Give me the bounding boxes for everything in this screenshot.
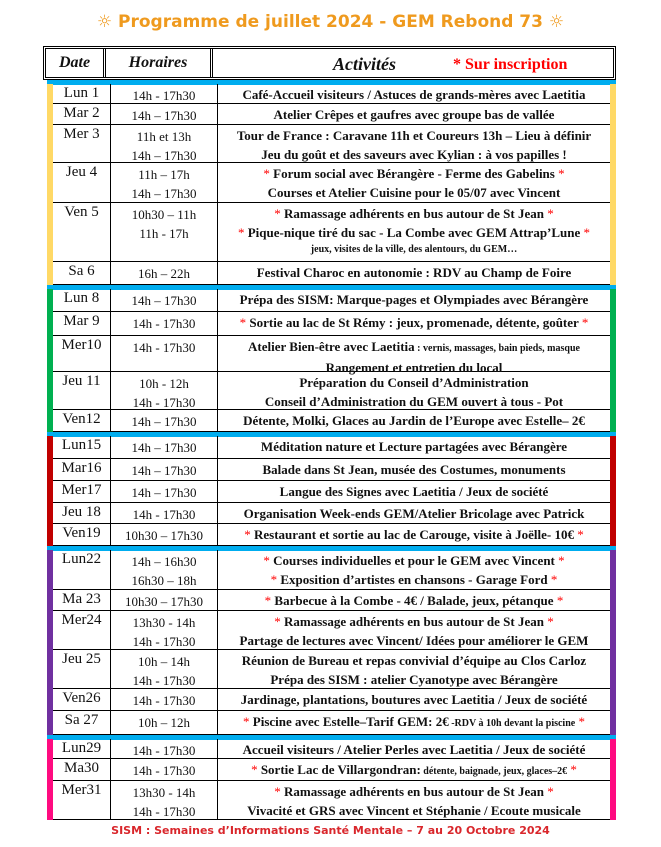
activites-cell [218,650,610,688]
horaires-cell [111,739,218,758]
activites-cell [218,372,610,409]
date-cell: Jeu 18 [53,503,111,523]
activity-text: Réunion de Bureau et repas convivial d’équipe au Clos Carloz [241,653,587,668]
asterisk-icon: * [251,762,258,777]
table-row [53,739,610,759]
activity-text: Forum social avec Bérangère - Ferme des Gabelins [273,166,555,181]
table-row [53,104,610,125]
time-slot: 14h – 17h30 [131,463,197,478]
activites-cell [218,84,610,103]
activity-line [218,126,610,145]
header-activites-cell [213,49,613,77]
activity-text: Vivacité et GRS avec Vincent et Stéphanie / Ecoute musicale [247,803,581,818]
date-cell: Ven12 [53,410,111,431]
date-cell: Lun 1 [53,84,111,103]
activity-line [218,651,610,670]
time-slot: 14h - 17h30 [132,634,196,649]
activity-text: Accueil visiteurs / Atelier Perles avec Laetitia / Jeux de société [242,742,586,757]
time-slot: 11h - 17h [139,226,189,241]
time-slot: 10h30 – 11h [131,207,197,222]
week-color-bar-right [610,84,616,285]
week-block [47,285,616,432]
time-slot: 14h - 17h30 [132,88,196,103]
date-cell: Mer 3 [53,125,111,162]
horaires-cell [111,104,218,124]
time-slot: 10h30 – 17h30 [125,528,203,543]
activity-line [218,612,610,631]
asterisk-icon: * [556,593,564,608]
activites-cell [218,550,610,589]
horaires-cell [111,262,218,284]
time-slot: 14h – 17h30 [131,148,197,163]
activity-line [218,263,610,282]
date-cell: Ven19 [53,524,111,545]
activity-text: Rangement et entretien du local [325,360,503,375]
title-text: Programme de juillet 2024 - GEM Rebond 73 [118,12,543,32]
date-cell: Ma30 [53,759,111,780]
activity-text: Pique-nique tiré du sac - La Combe avec GEM Attrap’Lune [247,225,581,240]
activity-line [218,690,610,709]
date-cell: Mar16 [53,459,111,480]
activity-line [218,164,610,183]
week-color-bar-right [610,436,616,546]
table-row [53,410,610,432]
table-row [53,711,610,735]
activity-line [218,145,610,164]
table-row [53,289,610,312]
activity-line [218,460,610,479]
horaires-cell [111,289,218,311]
asterisk-icon: * [547,206,554,221]
table-row [53,689,610,711]
activity-line [218,570,610,589]
date-cell: Lun22 [53,550,111,589]
date-cell: Lun15 [53,436,111,458]
activity-line [218,204,610,223]
header-horaires: Horaires [106,49,213,77]
activity-text: Partage de lectures avec Vincent/ Idées pour améliorer le GEM [239,633,589,648]
table-row [53,550,610,590]
time-slot: 10h – 14h [138,654,190,669]
activity-text: Atelier Crêpes et gaufres avec groupe bas de vallée [273,107,555,122]
activity-line [218,551,610,570]
horaires-cell [111,524,218,545]
table-row [53,163,610,203]
horaires-cell [111,125,218,162]
asterisk-icon: * [274,614,281,629]
time-slot: 14h – 17h30 [131,186,197,201]
activity-text: Sortie Lac de Villargondran: [260,762,421,777]
asterisk-icon: * [243,714,250,729]
activites-cell [218,759,610,780]
week-block [47,80,616,285]
asterisk-icon: * [244,527,251,542]
time-slot: 14h - 17h30 [132,804,196,819]
asterisk-icon: * [547,784,554,799]
time-slot: 14h – 17h30 [131,414,197,429]
asterisk-icon: * [558,166,565,181]
activity-line [218,760,610,781]
time-slot: 13h30 - 14h [132,615,196,630]
activites-cell [218,459,610,480]
activity-line [218,105,610,124]
activity-text: Préparation du Conseil d’Administration [299,375,529,390]
date-cell: Mer24 [53,611,111,649]
asterisk-icon: * [264,593,272,608]
table-header [43,46,616,80]
week-block [47,546,616,735]
activity-text: Ramassage adhérents en bus autour de St Jean [284,614,544,629]
activites-cell [218,689,610,710]
horaires-cell [111,689,218,710]
time-slot: 11h – 17h [138,167,190,182]
activites-cell [218,262,610,284]
activites-cell [218,203,610,261]
date-cell: Ven26 [53,689,111,710]
horaires-cell [111,711,218,734]
activity-line [218,437,610,456]
time-slot: 14h - 17h30 [132,316,196,331]
date-cell: Jeu 4 [53,163,111,202]
asterisk-icon: * [578,714,585,729]
activity-text: Organisation Week-ends GEM/Atelier Bricolage avec Patrick [243,506,585,521]
asterisk-icon: * [577,527,584,542]
activity-line [218,337,610,358]
horaires-cell [111,459,218,480]
table-row [53,503,610,524]
activity-text: Méditation nature et Lecture partagées avec Bérangère [260,439,568,454]
date-cell: Mer17 [53,481,111,502]
date-cell: Jeu 11 [53,372,111,409]
activites-cell [218,481,610,502]
horaires-cell [111,781,218,819]
horaires-cell [111,436,218,458]
table-row [53,372,610,410]
activity-line [218,85,610,104]
time-slot: 14h – 17h30 [131,485,197,500]
week-block [47,735,616,820]
activites-cell [218,336,610,375]
table-row [53,125,610,163]
time-slot: 14h - 17h30 [132,340,196,355]
activity-line [218,525,610,544]
activity-text: Prépa des SISM: Marque-pages et Olympiades avec Bérangère [239,292,589,307]
horaires-cell [111,481,218,502]
asterisk-icon: * [274,784,281,799]
time-slot: 14h - 17h30 [132,673,196,688]
time-slot: 14h - 17h30 [132,693,196,708]
horaires-cell [111,336,218,371]
horaires-cell [111,611,218,649]
activity-line [218,411,610,430]
table-row [53,781,610,820]
activity-line [218,482,610,501]
asterisk-icon: * [274,206,281,221]
activity-text: Café-Accueil visiteurs / Astuces de grands-mères avec Laetitia [242,87,586,102]
horaires-cell [111,203,218,261]
activites-cell [218,163,610,202]
horaires-cell [111,503,218,523]
sun-icon: ☼ [548,12,565,32]
time-slot: 14h – 17h30 [131,108,197,123]
time-slot: 16h – 22h [138,266,190,281]
activity-line [218,712,610,733]
activity-text: Tour de France : Caravane 11h et Coureurs 13h – Lieu à définir [236,128,592,143]
horaires-cell [111,163,218,202]
time-slot: 14h – 17h30 [131,440,197,455]
activites-cell [218,125,610,162]
table-row [53,459,610,481]
time-slot: 14h - 17h30 [132,763,196,778]
asterisk-icon: * [263,553,270,568]
table-row [53,336,610,375]
horaires-cell [111,410,218,431]
activity-text: Barbecue à la Combe - 4€ / Balade, jeux, pétanque [274,593,554,608]
date-cell: Mar 9 [53,312,111,335]
table-row [53,481,610,503]
time-slot: 14h – 17h30 [131,293,197,308]
date-cell: Lun 8 [53,289,111,311]
activity-text: Sortie au lac de St Rémy : jeux, promenade, détente, goûter [249,315,579,330]
date-cell: Mer10 [53,336,111,371]
activity-line [218,392,610,411]
activity-text: Festival Charoc en autonomie : RDV au Champ de Foire [256,265,572,280]
activity-line [218,591,610,610]
activites-cell [218,590,610,610]
horaires-cell [111,590,218,610]
activites-cell [218,739,610,758]
activity-text: Exposition d’artistes en chansons - Garage Ford [280,572,548,587]
activity-text: Balade dans St Jean, musée des Costumes, monuments [262,462,566,477]
activity-detail: -RDV à 10h devant la piscine [448,718,576,729]
page-title [0,12,661,32]
activites-cell [218,104,610,124]
time-slot: 13h30 - 14h [132,785,196,800]
time-slot: 10h – 12h [138,715,190,730]
activites-cell [218,503,610,523]
horaires-cell [111,759,218,780]
horaires-cell [111,650,218,688]
asterisk-icon: * [237,225,245,240]
table-row [53,203,610,262]
time-slot: 16h30 – 18h [131,573,197,588]
activites-cell [218,611,610,649]
activity-text: Courses et Atelier Cuisine pour le 05/07 avec Vincent [267,185,561,200]
week-color-bar-right [610,289,616,432]
inscription-note: * Sur inscription [453,56,568,73]
activity-line [218,801,610,820]
header-date: Date [46,49,106,77]
date-cell: Mar 2 [53,104,111,124]
header-activites: Activités [333,54,396,74]
date-cell: Sa 27 [53,711,111,734]
activity-text: Jardinage, plantations, boutures avec Laetitia / Jeux de société [240,692,588,707]
activity-text: Piscine avec Estelle–Tarif GEM: 2€ [252,714,449,729]
activity-line [218,504,610,523]
activity-line [218,670,610,689]
horaires-cell [111,84,218,103]
table-row [53,759,610,781]
time-slot: 10h - 12h [139,376,189,391]
activity-text: Détente, Molki, Glaces au Jardin de l’Europe avec Estelle– 2€ [243,413,585,428]
activity-text: Langue des Signes avec Laetitia / Jeux de société [279,484,549,499]
activity-text: Ramassage adhérents en bus autour de St Jean [284,784,544,799]
horaires-cell [111,312,218,335]
asterisk-icon: * [583,225,591,240]
asterisk-icon: * [558,553,565,568]
activity-line [218,631,610,650]
time-slot: 14h - 17h30 [132,507,196,522]
week-color-bar-right [610,550,616,735]
activites-cell [218,524,610,545]
asterisk-icon: * [581,315,589,330]
date-cell: Sa 6 [53,262,111,284]
date-cell: Mer31 [53,781,111,819]
activity-line [218,223,610,242]
table-row [53,262,610,285]
activity-text: Atelier Bien-être avec Laetitia [248,339,415,354]
table-row [53,436,610,459]
activity-text: Jeu du goût et des saveurs avec Kylian : à vos papilles ! [261,147,567,162]
asterisk-icon: * [547,614,554,629]
activity-line [218,290,610,309]
activity-text: Conseil d’Administration du GEM ouvert à tous - Pot [264,394,564,409]
time-slot: 11h et 13h [136,129,192,144]
table-row [53,650,610,689]
date-cell: Ven 5 [53,203,111,261]
horaires-cell [111,372,218,409]
horaires-cell [111,550,218,589]
asterisk-icon: * [570,762,577,777]
activity-detail: détente, baignade, jeux, glaces–2€ [420,766,568,777]
activity-text: Restaurant et sortie au lac de Carouge, visite à Joëlle- 10€ [253,527,574,542]
activity-note: jeux, visites de la ville, des alentours, du GEM… [310,244,518,255]
asterisk-icon: * [550,572,558,587]
date-cell: Lun29 [53,739,111,758]
table-row [53,84,610,104]
time-slot: 10h30 – 17h30 [125,594,203,609]
activites-cell [218,410,610,431]
asterisk-icon: * [270,572,278,587]
activity-detail: : vernis, massages, bain pieds, masque [414,343,580,354]
activites-cell [218,436,610,458]
activity-line [218,373,610,392]
footer-note: SISM : Semaines d’Informations Santé Mentale – 7 au 20 Octobre 2024 [111,824,550,837]
activity-text: Courses individuelles et pour le GEM avec Vincent [273,553,555,568]
sun-icon: ☼ [96,12,113,32]
activity-text: Prépa des SISM : atelier Cyanotype avec Bérangère [270,672,558,687]
activity-text: Ramassage adhérents en bus autour de St Jean [284,206,544,221]
asterisk-icon: * [239,315,247,330]
date-cell: Jeu 25 [53,650,111,688]
activites-cell [218,312,610,335]
time-slot: 14h – 16h30 [131,554,197,569]
time-slot: 14h - 17h30 [132,743,196,758]
week-block [47,432,616,546]
date-cell: Ma 23 [53,590,111,610]
table-row [53,611,610,650]
week-color-bar-right [610,739,616,820]
activity-line [218,183,610,202]
activity-line [218,740,610,759]
activity-line [218,313,610,332]
activity-line [218,782,610,801]
asterisk-icon: * [263,166,270,181]
time-slot: 14h - 17h30 [132,395,196,410]
table-row [53,590,610,611]
table-row [53,524,610,546]
activites-cell [218,289,610,311]
activites-cell [218,711,610,734]
activites-cell [218,781,610,819]
table-row [53,312,610,336]
